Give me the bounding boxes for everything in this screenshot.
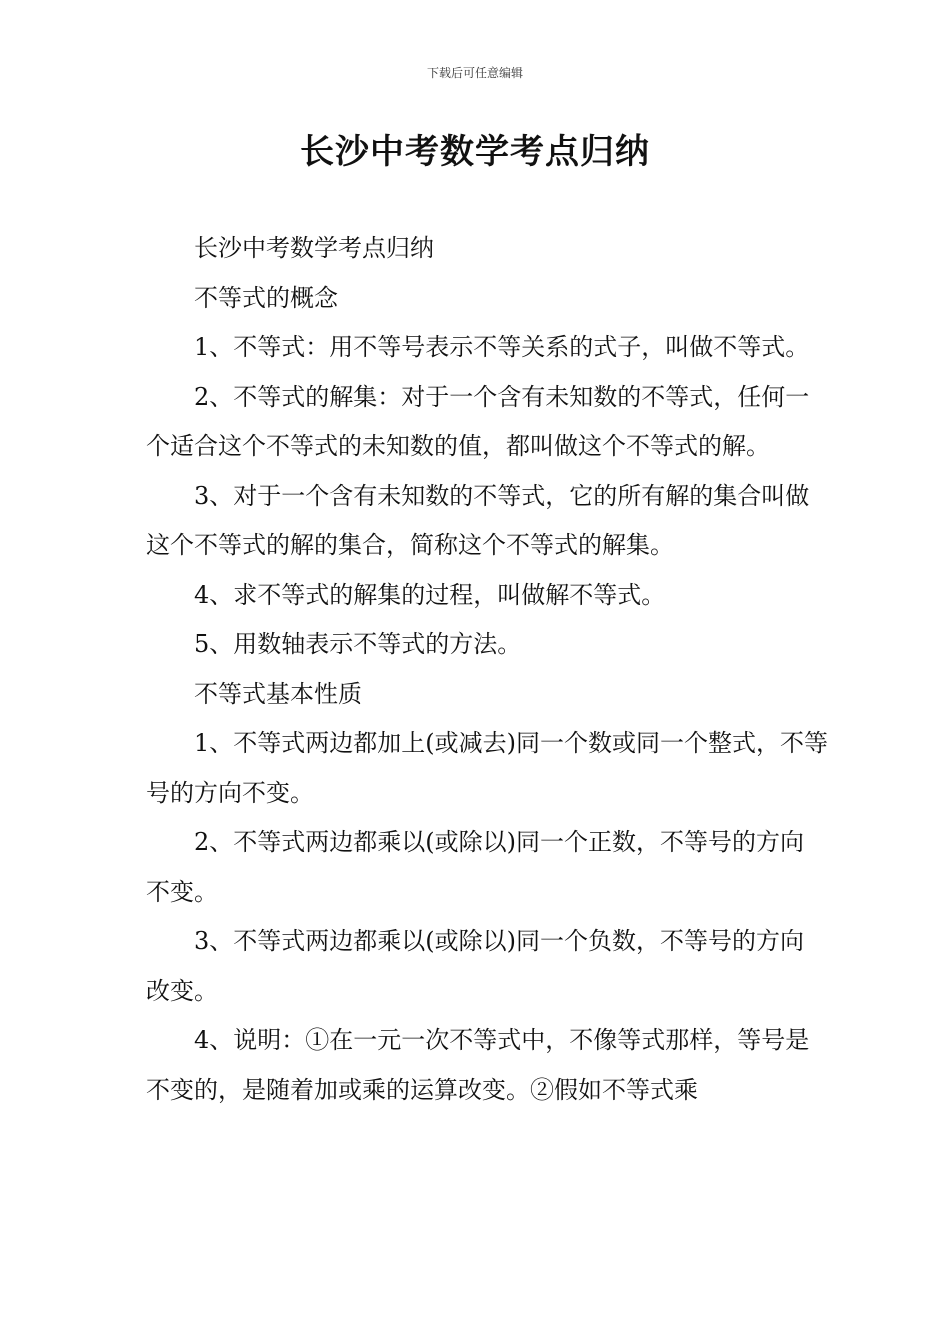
paragraph-concept-1: 1、不等式：用不等号表示不等关系的式子，叫做不等式。 — [194, 333, 810, 361]
paragraph-concept-3: 3、对于一个含有未知数的不等式，它的所有解的集合叫做这个不等式的解的集合，简称这个不等式的解集。 — [146, 481, 810, 559]
paragraph-property-2: 2、不等式两边都乘以(或除以)同一个正数，不等号的方向不变。 — [146, 828, 804, 906]
paragraph-property-4: 4、说明：①在一元一次不等式中，不像等式那样，等号是不变的，是随着加或乘的运算改变。②假如不等式乘 — [146, 1026, 810, 1104]
paragraph-concept-4: 4、求不等式的解集的过程，叫做解不等式。 — [194, 580, 666, 609]
paragraph-concept-5: 5、用数轴表示不等式的方法。 — [194, 630, 522, 658]
paragraph-concept-2: 2、不等式的解集：对于一个含有未知数的不等式，任何一个适合这个不等式的未知数的值，都叫做这个不等式的解。 — [146, 382, 810, 460]
paragraph-property-1: 1、不等式两边都加上(或减去)同一个数或同一个整式，不等号的方向不变。 — [146, 729, 828, 807]
document-body — [146, 224, 828, 1115]
section-heading-basic-properties: 不等式基本性质 — [194, 679, 362, 708]
document-title: 长沙中考数学考点归纳 — [300, 132, 650, 172]
paragraph-subtitle: 长沙中考数学考点归纳 — [194, 234, 434, 262]
paragraph-property-3: 3、不等式两边都乘以(或除以)同一个负数，不等号的方向改变。 — [146, 927, 804, 1005]
page-header-note: 下载后可任意编辑 — [426, 66, 523, 80]
section-heading-inequality-concept: 不等式的概念 — [194, 283, 338, 312]
